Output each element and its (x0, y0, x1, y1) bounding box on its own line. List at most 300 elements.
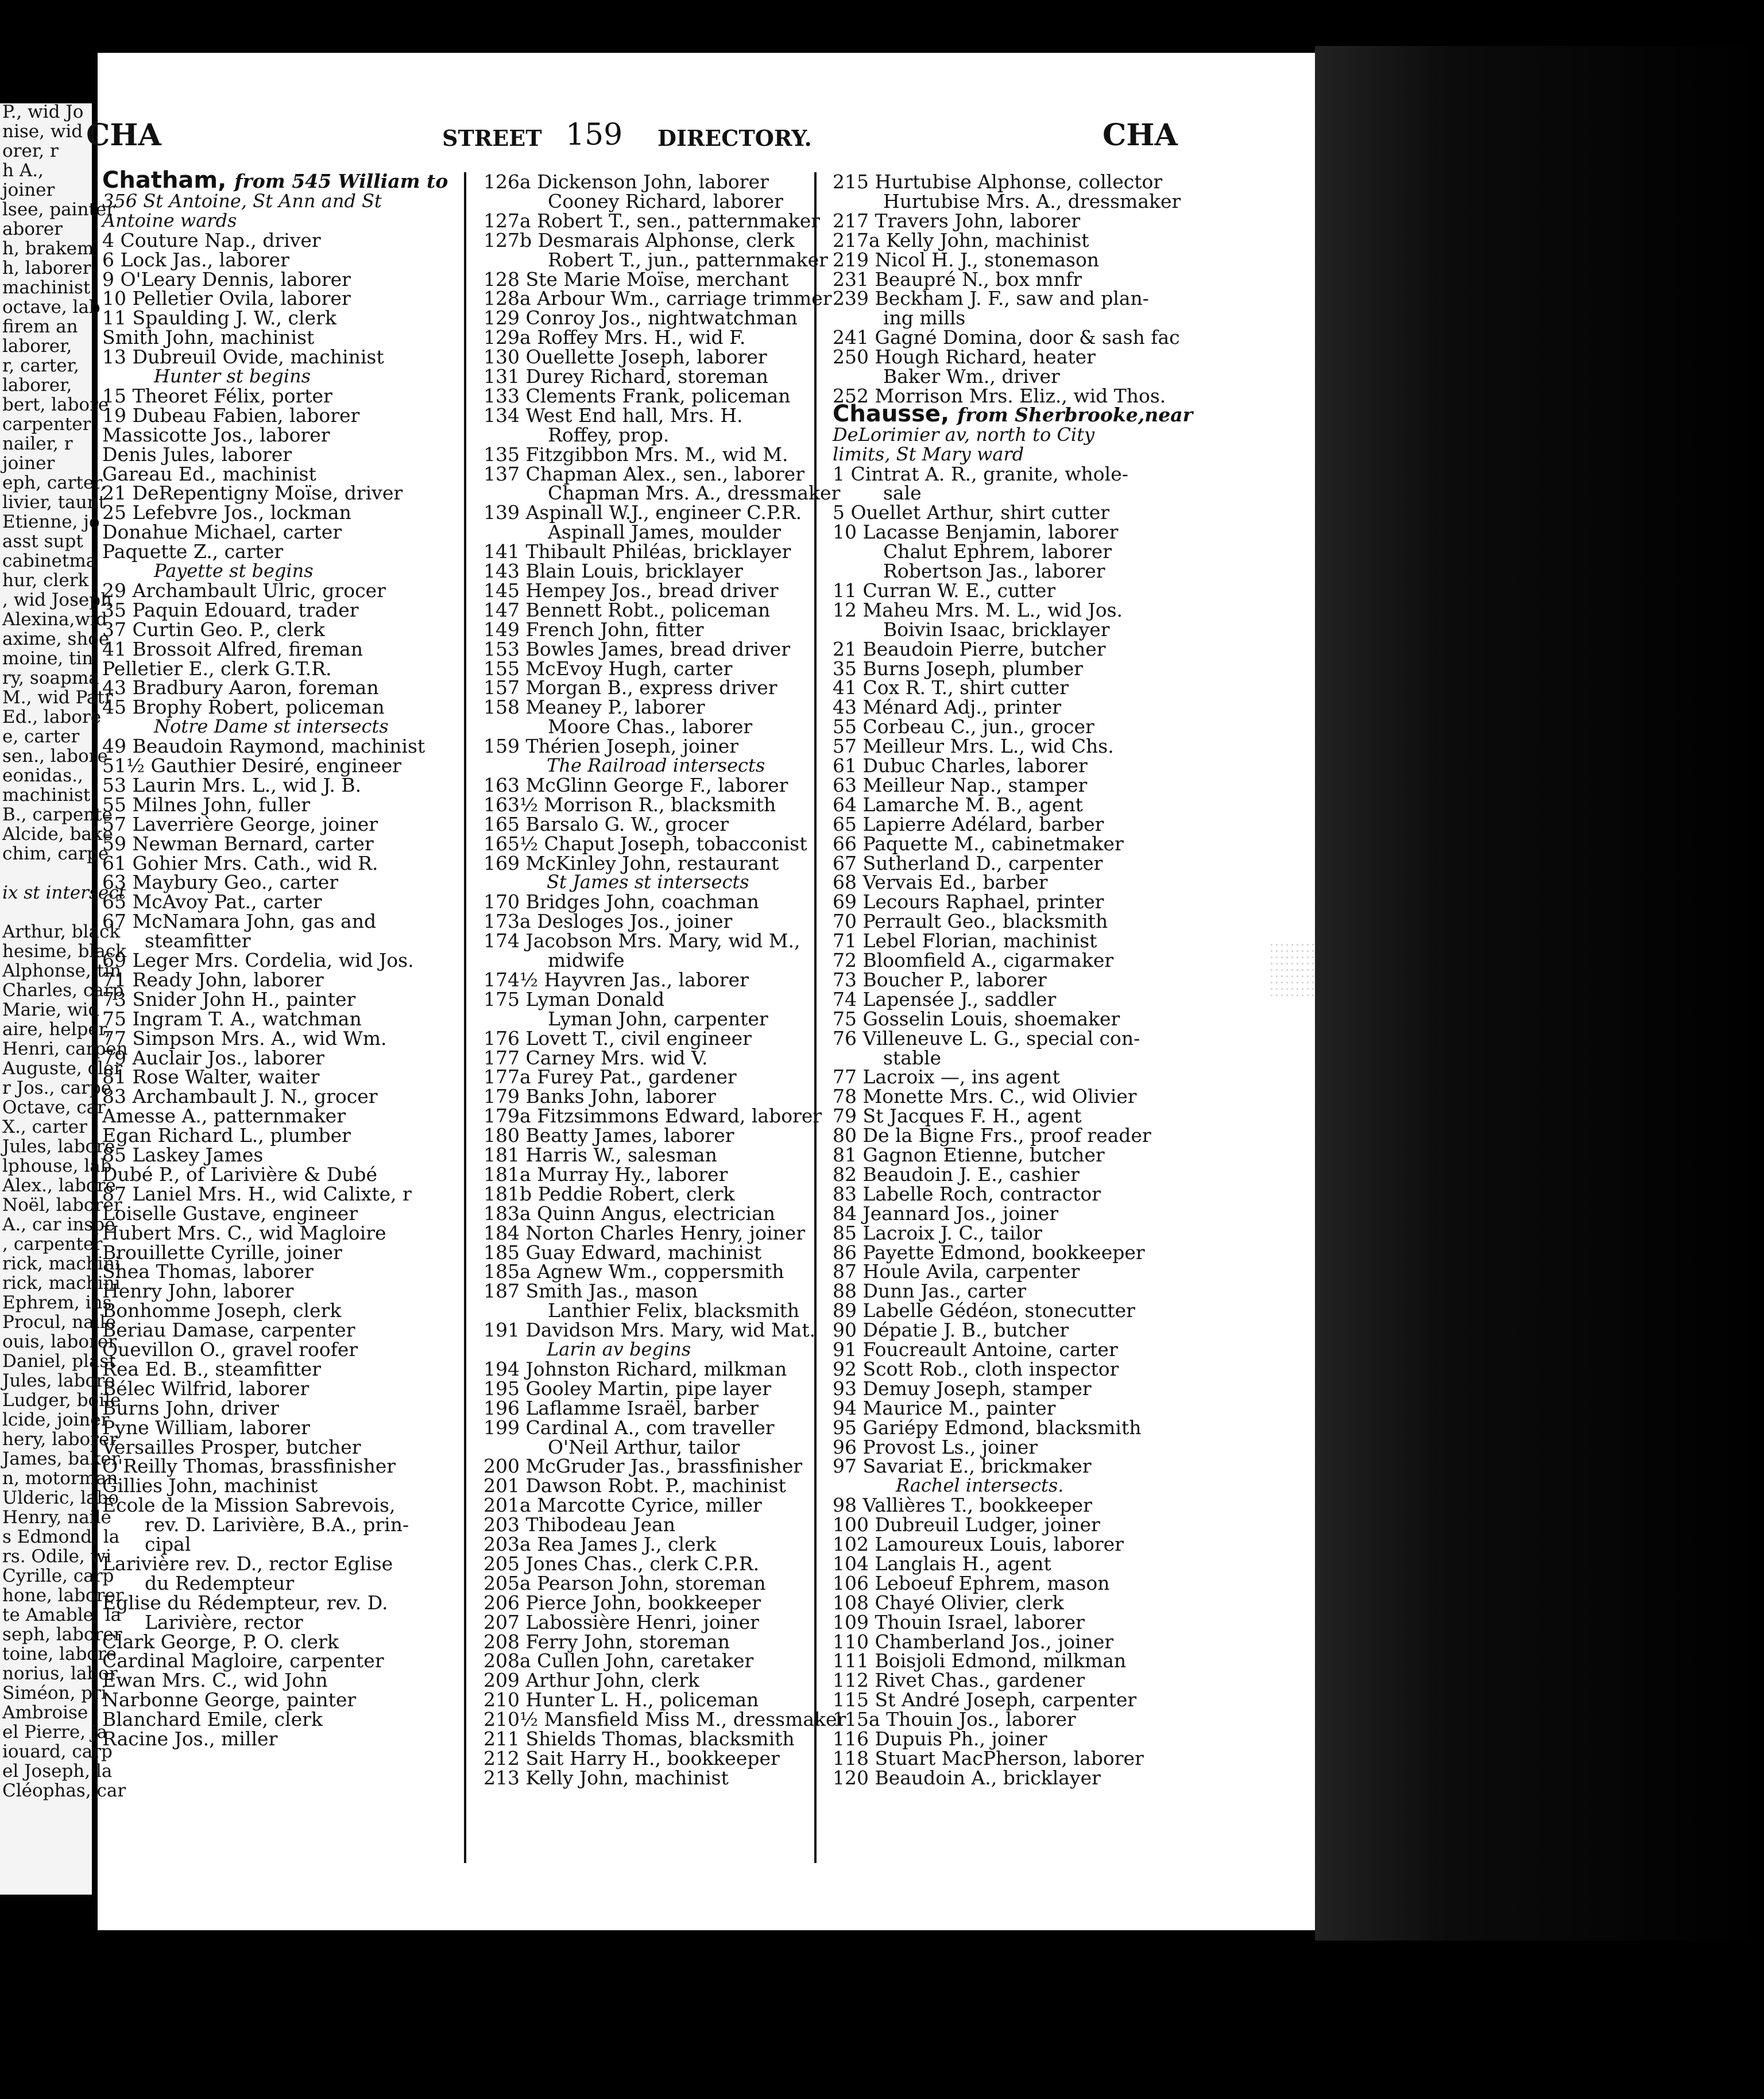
entry-continuation: O'Neil Arthur, tailor (548, 1435, 740, 1458)
directory-entry: 57 Meilleur Mrs. L., wid Chs. (833, 735, 1114, 758)
directory-entry: Henry John, laborer (102, 1280, 294, 1303)
directory-entry: 149 French John, fitter (483, 618, 704, 641)
directory-entry: 209 Arthur John, clerk (483, 1669, 700, 1692)
prev-page-fragment: h A., (2, 160, 44, 181)
directory-entry: Loiselle Gustave, engineer (102, 1202, 358, 1225)
prev-page-fragment: cabinetma (2, 551, 97, 571)
directory-entry: 203 Thibodeau Jean (483, 1513, 676, 1536)
directory-entry: 111 Boisjoli Edmond, milkman (833, 1649, 1127, 1672)
directory-entry: Burns John, driver (102, 1396, 279, 1419)
directory-entry: 205 Jones Chas., clerk C.P.R. (483, 1552, 760, 1575)
directory-entry: 173a Desloges Jos., joiner (483, 910, 733, 933)
prev-page-fragment: B., carpente (2, 804, 113, 825)
prev-page-fragment: Jules, labore (2, 1136, 115, 1157)
section-note: Rachel intersects. (896, 1474, 1064, 1497)
prev-page-fragment: rick, machini (2, 1253, 121, 1274)
prev-page-fragment: Alcide, bake (2, 824, 113, 845)
directory-entry: 159 Thérien Joseph, joiner (483, 735, 739, 758)
directory-entry: 11 Curran W. E., cutter (833, 579, 1056, 602)
entry-continuation: Hurtubise Mrs. A., dressmaker (883, 189, 1181, 212)
directory-entry: 116 Dupuis Ph., joiner (833, 1728, 1047, 1750)
book-spine-shadow (1315, 46, 1764, 1941)
directory-entry: 10 Lacasse Benjamin, laborer (833, 521, 1119, 544)
directory-entry: 67 McNamara John, gas and (102, 910, 377, 933)
directory-entry: 196 Laflamme Israël, barber (483, 1396, 759, 1419)
directory-entry: 65 Lapierre Adélard, barber (833, 812, 1104, 835)
directory-entry: 64 Lamarche M. B., agent (833, 793, 1083, 816)
directory-entry: 181b Peddie Robert, clerk (483, 1182, 735, 1205)
directory-entry: 211 Shields Thomas, blacksmith (483, 1728, 795, 1750)
prev-page-fragment: chim, carpe (2, 843, 109, 864)
prev-page-fragment: hesime, black (2, 941, 126, 962)
header-right: CHA (1102, 118, 1178, 153)
directory-entry: Bonhomme Joseph, clerk (102, 1299, 342, 1322)
prev-page-fragment: toine, labore (2, 1644, 117, 1664)
prev-page-fragment: Charles, carp (2, 980, 124, 1001)
directory-entry: 127a Robert T., sen., patternmaker (483, 209, 821, 232)
street-description: Antoine wards (102, 209, 237, 231)
directory-entry: 79 St Jacques F. H., agent (833, 1105, 1082, 1128)
directory-entry: 195 Gooley Martin, pipe layer (483, 1377, 772, 1400)
prev-page-fragment: Auguste, cler (2, 1058, 123, 1079)
entry-continuation: sale (883, 482, 922, 505)
directory-entry: 102 Lamoureux Louis, laborer (833, 1533, 1124, 1555)
entry-continuation: Boivin Isaac, bricklayer (883, 618, 1110, 641)
prev-page-fragment: X., carter (2, 1117, 87, 1137)
prev-page-fragment: James, baker (2, 1449, 120, 1469)
directory-entry: 100 Dubreuil Ludger, joiner (833, 1513, 1100, 1536)
previous-page-edge (0, 102, 128, 1895)
directory-entry: 21 DeRepentigny Moïse, driver (102, 482, 403, 505)
directory-entry: 185 Guay Edward, machinist (483, 1241, 762, 1264)
prev-page-fragment: P., wid Jo (2, 102, 84, 122)
prev-page-fragment: lcide, joiner (2, 1409, 110, 1430)
directory-entry: 81 Gagnon Etienne, butcher (833, 1144, 1105, 1166)
column-rule-2 (814, 172, 817, 1863)
directory-entry: 163½ Morrison R., blacksmith (483, 793, 776, 816)
directory-entry: 128a Arbour Wm., carriage trimmer (483, 287, 832, 310)
prev-page-fragment: Ulderic, labo (2, 1488, 119, 1508)
directory-entry: 130 Ouellette Joseph, laborer (483, 346, 767, 369)
directory-entry: 183a Quinn Angus, electrician (483, 1202, 776, 1225)
directory-entry: 129 Conroy Jos., nightwatchman (483, 307, 798, 330)
directory-entry: Dubé P., of Larivière & Dubé (102, 1163, 378, 1186)
directory-entry: Versailles Prosper, butcher (102, 1435, 361, 1458)
prev-page-fragment: Octave, car (2, 1097, 106, 1118)
directory-entry: 191 Davidson Mrs. Mary, wid Mat. (483, 1319, 816, 1342)
directory-entry: 163 McGlinn George F., laborer (483, 773, 788, 796)
entry-continuation: Robert T., jun., patternmaker (548, 248, 828, 271)
directory-entry: 85 Laskey James (102, 1144, 264, 1166)
directory-entry: Hubert Mrs. C., wid Magloire (102, 1221, 386, 1244)
directory-entry: 181a Murray Hy., laborer (483, 1163, 728, 1186)
prev-page-fragment: Etienne, jo (2, 512, 100, 532)
directory-entry: 201 Dawson Robt. P., machinist (483, 1474, 786, 1497)
directory-entry: Rea Ed. B., steamfitter (102, 1357, 321, 1380)
directory-entry: 179 Banks John, laborer (483, 1085, 716, 1108)
directory-entry: 147 Bennett Robt., policeman (483, 598, 771, 621)
prev-page-fragment: Jules, labore (2, 1370, 115, 1391)
directory-entry: 133 Clements Frank, policeman (483, 384, 791, 407)
header-left: CHA (86, 118, 161, 153)
directory-entry: 201a Marcotte Cyrice, miller (483, 1494, 762, 1517)
prev-page-fragment: Noël, laborer (2, 1195, 122, 1215)
directory-entry: Narbonne George, painter (102, 1689, 357, 1711)
prev-page-fragment: rick, machini (2, 1273, 121, 1294)
speckle-mark (1269, 942, 1315, 999)
directory-entry: 157 Morgan B., express driver (483, 676, 777, 699)
prev-page-fragment: laborer, (2, 336, 72, 357)
directory-entry: 89 Labelle Gédéon, stonecutter (833, 1299, 1135, 1322)
directory-entry: 108 Chayé Olivier, clerk (833, 1591, 1064, 1614)
directory-entry: 194 Johnston Richard, milkman (483, 1357, 787, 1380)
directory-entry: 241 Gagné Domina, door & sash fac (833, 326, 1180, 349)
directory-entry: 83 Archambault J. N., grocer (102, 1085, 378, 1108)
directory-entry: O'Reilly Thomas, brassfinisher (102, 1455, 396, 1478)
prev-page-fragment: axime, shoe (2, 629, 110, 649)
prev-page-fragment: laborer, (2, 375, 72, 396)
directory-entry: 73 Boucher P., laborer (833, 968, 1047, 991)
entry-continuation: Chapman Mrs. A., dressmaker (548, 482, 841, 505)
directory-entry: 85 Lacroix J. C., tailor (833, 1221, 1042, 1244)
directory-entry: Quevillon O., gravel roofer (102, 1338, 358, 1361)
directory-entry: 69 Leger Mrs. Cordelia, wid Jos. (102, 949, 414, 971)
prev-page-fragment: , carpenter (2, 1234, 103, 1254)
street-description: DeLorimier av, north to City (833, 423, 1095, 446)
directory-entry: 87 Houle Avila, carpenter (833, 1260, 1080, 1283)
prev-page-fragment: eonidas., (2, 765, 83, 786)
prev-page-fragment: Marie, wid (2, 1000, 100, 1020)
directory-entry: Pelletier E., clerk G.T.R. (102, 657, 332, 680)
directory-entry: 65 McAvoy Pat., carter (102, 890, 322, 913)
directory-entry: 6 Lock Jas., laborer (102, 248, 289, 271)
prev-page-fragment: rs. Odile, wi (2, 1546, 112, 1567)
prev-page-fragment: asst supt (2, 531, 83, 552)
directory-entry: Denis Jules, laborer (102, 443, 292, 466)
directory-entry: 53 Laurin Mrs. L., wid J. B. (102, 773, 362, 796)
directory-entry: 96 Provost Ls., joiner (833, 1435, 1038, 1458)
prev-page-fragment: r Jos., carpe (2, 1078, 112, 1098)
directory-entry: 165 Barsalo G. W., grocer (483, 812, 729, 835)
prev-page-fragment: Henri, carpen (2, 1039, 128, 1059)
prev-page-fragment: e, carter (2, 726, 80, 747)
directory-entry: 11 Spaulding J. W., clerk (102, 307, 336, 330)
directory-entry: 91 Foucreault Antoine, carter (833, 1338, 1118, 1361)
page-number: 159 (566, 118, 623, 152)
section-note: Notre Dame st intersects (154, 715, 389, 738)
directory-entry: 13 Dubreuil Ovide, machinist (102, 346, 384, 369)
directory-entry: 129a Roffey Mrs. H., wid F. (483, 326, 746, 349)
directory-entry: 169 McKinley John, restaurant (483, 851, 779, 874)
directory-entry: 72 Bloomfield A., cigarmaker (833, 949, 1114, 971)
directory-entry: 69 Lecours Raphael, printer (833, 890, 1104, 913)
directory-entry: 21 Beaudoin Pierre, butcher (833, 637, 1106, 660)
prev-page-fragment: A., car inspe (2, 1214, 115, 1235)
directory-entry: 98 Vallières T., bookkeeper (833, 1494, 1092, 1517)
prev-page-fragment: ouis, laborer (2, 1331, 117, 1352)
prev-page-fragment: sen., labore (2, 746, 108, 766)
directory-entry: 179a Fitzsimmons Edward, laborer (483, 1105, 822, 1128)
prev-page-fragment: Siméon, pri (2, 1683, 107, 1703)
prev-page-fragment: lphouse, lab (2, 1156, 112, 1176)
prev-page-fragment: Cyrille, carp (2, 1566, 114, 1586)
directory-entry: 41 Brossoit Alfred, fireman (102, 637, 363, 660)
directory-entry: 12 Maheu Mrs. M. L., wid Jos. (833, 598, 1123, 621)
street-heading (102, 169, 448, 192)
directory-entry: Gareau Ed., machinist (102, 462, 316, 485)
street-extent: from Sherbrooke,near (957, 403, 1193, 426)
directory-entry: 71 Lebel Florian, machinist (833, 930, 1097, 952)
directory-entry: 83 Labelle Roch, contractor (833, 1182, 1101, 1205)
prev-page-fragment: Ed., labore (2, 707, 102, 727)
prev-page-fragment: bert, labore (2, 394, 109, 415)
directory-entry: 92 Scott Rob., cloth inspector (833, 1357, 1119, 1380)
prev-page-fragment: joiner (2, 453, 55, 474)
directory-entry: 252 Morrison Mrs. Eliz., wid Thos. (833, 384, 1166, 407)
directory-entry: 4 Couture Nap., driver (102, 229, 321, 251)
directory-entry: Blanchard Emile, clerk (102, 1708, 323, 1731)
prev-page-fragment: h, brakem (2, 238, 94, 259)
directory-entry: 210 Hunter L. H., policeman (483, 1689, 759, 1711)
directory-entry: 131 Durey Richard, storeman (483, 365, 768, 388)
directory-entry: 75 Gosselin Louis, shoemaker (833, 1007, 1120, 1030)
prev-page-fragment: Alex., labore (2, 1175, 116, 1196)
directory-entry: 208a Cullen John, caretaker (483, 1649, 754, 1672)
section-note: St James st intersects (547, 871, 749, 893)
directory-entry: 37 Curtin Geo. P., clerk (102, 618, 325, 641)
directory-entry: 177a Furey Pat., gardener (483, 1066, 737, 1089)
directory-entry: 215 Hurtubise Alphonse, collector (833, 171, 1163, 193)
prev-page-fragment: Alexina,wid (2, 609, 107, 630)
directory-entry: Clark George, P. O. clerk (102, 1630, 339, 1653)
directory-entry: 208 Ferry John, storeman (483, 1630, 730, 1653)
prev-page-fragment: n, motorman (2, 1468, 118, 1489)
directory-entry: 66 Paquette M., cabinetmaker (833, 832, 1124, 855)
directory-entry: 110 Chamberland Jos., joiner (833, 1630, 1114, 1653)
prev-page-fragment: machinist (2, 785, 91, 805)
prev-page-fragment: lsee, painter (2, 199, 115, 220)
directory-entry: 127b Desmarais Alphonse, clerk (483, 229, 795, 251)
prev-page-fragment: hery, laborer (2, 1429, 118, 1450)
directory-entry: Donahue Michael, carter (102, 521, 342, 544)
directory-entry: 139 Aspinall W.J., engineer C.P.R. (483, 501, 802, 524)
entry-continuation: rev. D. Larivière, B.A., prin- (145, 1513, 409, 1536)
entry-continuation: stable (883, 1046, 942, 1069)
directory-entry: 90 Dépatie J. B., butcher (833, 1319, 1069, 1342)
directory-entry: Gillies John, machinist (102, 1474, 318, 1497)
street-heading (833, 402, 1193, 425)
directory-entry: 87 Laniel Mrs. H., wid Calixte, r (102, 1182, 412, 1205)
directory-entry: 29 Archambault Ulric, grocer (102, 579, 386, 602)
directory-entry: 76 Villeneuve L. G., special con- (833, 1027, 1140, 1050)
entry-continuation: Larivière, rector (145, 1610, 303, 1633)
directory-entry: 176 Lovett T., civil engineer (483, 1027, 752, 1050)
street-description: 356 St Antoine, St Ann and St (102, 189, 382, 212)
prev-page-fragment: Henry, naile (2, 1507, 111, 1528)
entry-continuation: Lanthier Felix, blacksmith (548, 1299, 800, 1322)
directory-entry: 203a Rea James J., clerk (483, 1533, 717, 1555)
directory-entry: 180 Beatty James, laborer (483, 1124, 734, 1147)
directory-entry: 109 Thouin Israel, laborer (833, 1610, 1085, 1633)
directory-entry: Eglise du Rédempteur, rev. D. (102, 1591, 388, 1614)
prev-page-fragment: eph, carter, (2, 473, 106, 493)
prev-page-fragment: firem an (2, 316, 78, 337)
directory-entry: 93 Demuy Joseph, stamper (833, 1377, 1092, 1400)
directory-entry: 120 Beaudoin A., bricklayer (833, 1766, 1101, 1789)
directory-entry: 126a Dickenson John, laborer (483, 171, 769, 193)
directory-entry: 77 Simpson Mrs. A., wid Wm. (102, 1027, 387, 1050)
directory-entry: 51½ Gauthier Desiré, engineer (102, 754, 401, 777)
prev-page-fragment: nailer, r (2, 433, 73, 454)
entry-continuation: cipal (145, 1533, 191, 1555)
directory-entry: Smith John, machinist (102, 326, 315, 349)
directory-entry: Egan Richard L., plumber (102, 1124, 351, 1147)
directory-entry: 213 Kelly John, machinist (483, 1766, 729, 1789)
entry-continuation: Baker Wm., driver (883, 365, 1060, 388)
street-name: Chausse, (833, 400, 958, 427)
directory-entry: 239 Beckham J. F., saw and plan- (833, 287, 1149, 310)
prev-page-fragment: h, laborer (2, 258, 91, 278)
directory-entry: 43 Ménard Adj., printer (833, 696, 1062, 719)
directory-entry: 43 Bradbury Aaron, foreman (102, 676, 379, 699)
directory-entry: 19 Dubeau Fabien, laborer (102, 404, 360, 427)
prev-page-fragment: Ephrem, ins (2, 1292, 112, 1313)
prev-page-fragment: norius, labor (2, 1663, 118, 1684)
directory-entry: 35 Burns Joseph, plumber (833, 657, 1084, 680)
directory-entry: 97 Savariat E., brickmaker (833, 1455, 1092, 1478)
directory-entry: 106 Leboeuf Ephrem, mason (833, 1571, 1110, 1594)
directory-entry: 5 Ouellet Arthur, shirt cutter (833, 501, 1110, 524)
directory-entry: 41 Cox R. T., shirt cutter (833, 676, 1069, 699)
directory-entry: 63 Meilleur Nap., stamper (833, 773, 1088, 796)
directory-entry: 79 Auclair Jos., laborer (102, 1046, 324, 1069)
directory-entry: 184 Norton Charles Henry, joiner (483, 1221, 806, 1244)
directory-entry: 68 Vervais Ed., barber (833, 871, 1048, 894)
header-directory: DIRECTORY. (657, 125, 812, 151)
directory-entry: Pyne William, laborer (102, 1416, 310, 1439)
section-note: Hunter st begins (154, 365, 311, 387)
directory-entry: 112 Rivet Chas., gardener (833, 1669, 1085, 1692)
directory-entry: 155 McEvoy Hugh, carter (483, 657, 733, 680)
directory-entry: Cardinal Magloire, carpenter (102, 1649, 384, 1672)
directory-entry: 170 Bridges John, coachman (483, 890, 759, 913)
prev-page-fragment: ix st intersect (2, 882, 126, 903)
directory-entry: 174 Jacobson Mrs. Mary, wid M., (483, 930, 800, 952)
directory-entry: 231 Beaupré N., box mnfr (833, 268, 1082, 291)
entry-continuation: Aspinall James, moulder (548, 521, 782, 544)
directory-entry: 145 Hempey Jos., bread driver (483, 579, 779, 602)
directory-entry: Massicotte Jos., laborer (102, 423, 330, 446)
directory-entry: 35 Paquin Edouard, trader (102, 598, 359, 621)
directory-entry: 137 Chapman Alex., sen., laborer (483, 462, 804, 485)
directory-entry: 15 Theoret Félix, porter (102, 384, 332, 407)
directory-entry: 134 West End hall, Mrs. H. (483, 404, 743, 427)
prev-page-fragment: orer, r (2, 141, 59, 161)
directory-entry: 71 Ready John, laborer (102, 968, 324, 991)
directory-entry: 115 St André Joseph, carpenter (833, 1689, 1137, 1711)
entry-continuation: midwife (548, 949, 625, 971)
directory-entry: 115a Thouin Jos., laborer (833, 1708, 1076, 1731)
prev-page-fragment: seph, laborer (2, 1624, 122, 1645)
directory-entry: 158 Meaney P., laborer (483, 696, 705, 719)
prev-page-fragment: hone, laborer (2, 1585, 124, 1606)
section-note: Payette st begins (154, 560, 314, 582)
prev-page-fragment: Procul, naile (2, 1312, 116, 1333)
directory-entry: 181 Harris W., salesman (483, 1144, 717, 1166)
directory-entry: 55 Milnes John, fuller (102, 793, 311, 816)
prev-page-fragment: el Pierre, ja (2, 1722, 108, 1742)
directory-entry: Beriau Damase, carpenter (102, 1319, 355, 1342)
section-note: Larin av begins (547, 1338, 691, 1360)
directory-entry: Ewan Mrs. C., wid John (102, 1669, 328, 1692)
prev-page-fragment: carpenter (2, 414, 91, 435)
entry-continuation: Moore Chas., laborer (548, 715, 753, 738)
prev-page-fragment: Cléophas, car (2, 1780, 126, 1801)
directory-entry: 84 Jeannard Jos., joiner (833, 1202, 1059, 1225)
entry-continuation: Cooney Richard, laborer (548, 189, 783, 212)
directory-entry: 73 Snider John H., painter (102, 987, 356, 1010)
directory-entry: 45 Brophy Robert, policeman (102, 696, 385, 719)
prev-page-fragment: Arthur, black (2, 921, 121, 942)
directory-entry: 81 Rose Walter, waiter (102, 1066, 320, 1089)
directory-entry: 175 Lyman Donald (483, 987, 665, 1010)
prev-page-fragment: aire, helper, (2, 1019, 111, 1040)
directory-entry: 187 Smith Jas., mason (483, 1280, 698, 1303)
directory-entry: Brouillette Cyrille, joiner (102, 1241, 342, 1264)
directory-entry: 212 Sait Harry H., bookkeeper (483, 1746, 780, 1769)
street-name: Chatham, (102, 167, 235, 193)
directory-entry: 118 Stuart MacPherson, laborer (833, 1746, 1144, 1769)
directory-entry: Bélec Wilfrid, laborer (102, 1377, 310, 1400)
directory-entry: 128 Ste Marie Moïse, merchant (483, 268, 789, 291)
directory-entry: 49 Beaudoin Raymond, machinist (102, 735, 425, 758)
prev-page-fragment: octave, lab (2, 297, 100, 317)
prev-page-fragment: nise, wid (2, 121, 83, 142)
prev-page-fragment: te Amable, la (2, 1605, 122, 1625)
entry-continuation: Robertson Jas., laborer (883, 560, 1105, 582)
directory-entry: 86 Payette Edmond, bookkeeper (833, 1241, 1145, 1264)
section-note: The Railroad intersects (547, 754, 765, 776)
directory-entry: 205a Pearson John, storeman (483, 1571, 766, 1594)
column-rule-1 (464, 172, 466, 1863)
directory-entry: 95 Gariépy Edmond, blacksmith (833, 1416, 1142, 1439)
directory-entry: 67 Sutherland D., carpenter (833, 851, 1103, 874)
entry-continuation: steamfitter (145, 930, 251, 952)
directory-entry: 250 Hough Richard, heater (833, 346, 1096, 369)
directory-entry: 10 Pelletier Ovila, laborer (102, 287, 351, 310)
entry-continuation: Roffey, prop. (548, 423, 670, 446)
directory-entry: Paquette Z., carter (102, 540, 284, 563)
directory-entry: 75 Ingram T. A., watchman (102, 1007, 362, 1030)
prev-page-fragment: el Joseph, la (2, 1761, 113, 1782)
header-street: STREET (442, 125, 542, 151)
street-description: limits, St Mary ward (833, 443, 1024, 465)
directory-entry: 153 Bowles James, bread driver (483, 637, 791, 660)
directory-entry: 63 Maybury Geo., carter (102, 871, 339, 894)
prev-page-fragment: aborer (2, 219, 63, 239)
directory-entry: 94 Maurice M., painter (833, 1396, 1056, 1419)
directory-entry: 61 Gohier Mrs. Cath., wid R. (102, 851, 378, 874)
directory-entry: 25 Lefebvre Jos., lockman (102, 501, 351, 524)
directory-entry: 143 Blain Louis, bricklayer (483, 560, 743, 582)
prev-page-fragment: livier, taunt (2, 492, 106, 513)
entry-continuation: Chalut Ephrem, laborer (883, 540, 1112, 563)
directory-entry: 210½ Mansfield Miss M., dressmaker (483, 1708, 846, 1731)
directory-entry: 57 Laverrière George, joiner (102, 812, 378, 835)
directory-entry: 141 Thibault Philéas, bricklayer (483, 540, 791, 563)
directory-entry: 207 Labossière Henri, joiner (483, 1610, 759, 1633)
directory-entry: 165½ Chaput Joseph, tobacconist (483, 832, 807, 855)
